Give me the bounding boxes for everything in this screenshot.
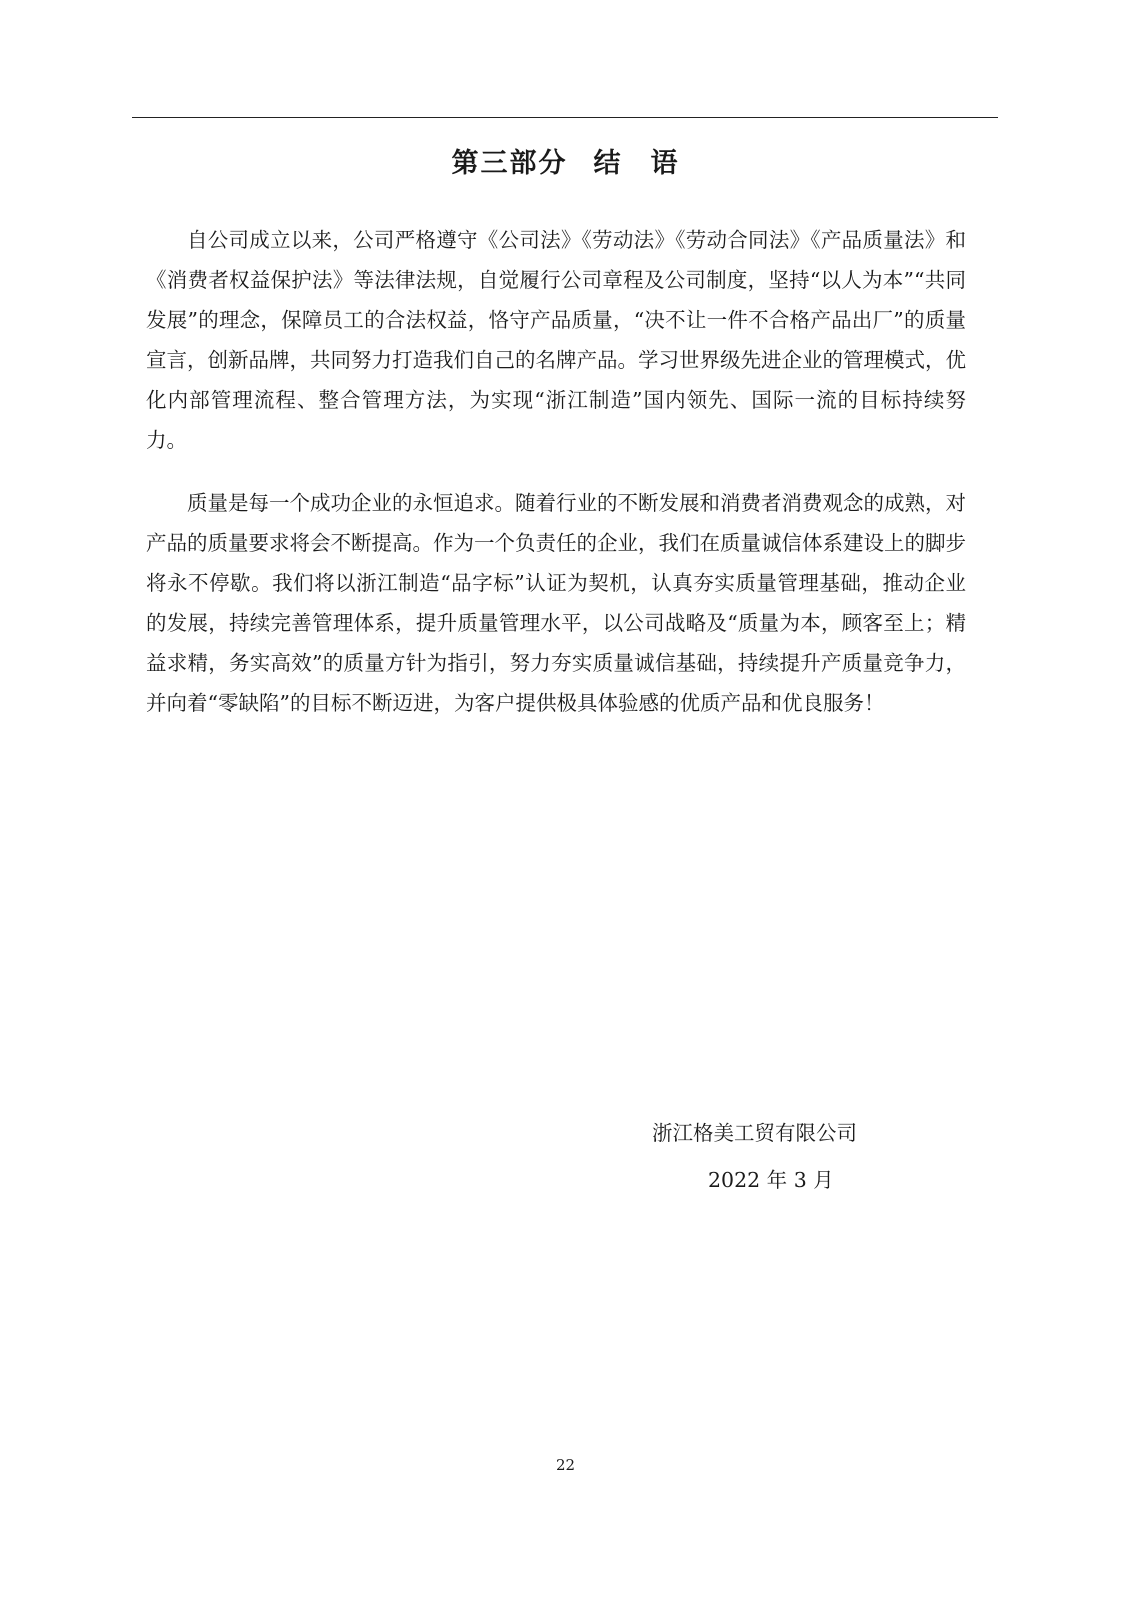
section-title-char2: 语 [650,148,680,179]
section-title [0,142,1131,186]
company-signature: 浙江格美工贸有限公司 [652,1121,857,1145]
body-paragraph-1: 自公司成立以来，公司严格遵守《公司法》《劳动法》《劳动合同法》《产品质量法》和《消费者权益保护法》等法律法规，自觉履行公司章程及公司制度，坚持“以人为本”“共同发展”的理念，保障员工的合法权益，恪守产品质量，“决不让一件不合格产品出厂”的质量宣言，创新品牌，共同努力打造我们自己的名牌产品。学习世界级先进企业的管理模式，优化内部管理流程、整合管理方法，为实现“浙江制造”国内领先、国际一流的目标持续努力。 [146,228,966,452]
section-title-main: 第三部分 [451,148,568,179]
header-rule [132,117,998,118]
page-number: 22 [555,1456,576,1474]
body-paragraph-2: 质量是每一个成功企业的永恒追求。随着行业的不断发展和消费者消费观念的成熟，对产品的质量要求将会不断提高。作为一个负责任的企业，我们在质量诚信体系建设上的脚步将永不停歇。我们将以浙江制造“品字标”认证为契机，认真夯实质量管理基础，推动企业的发展，持续完善管理体系，提升质量管理水平，以公司战略及“质量为本，顾客至上；精益求精，务实高效”的质量方针为指引，努力夯实质量诚信基础，持续提升产质量竞争力，并向着“零缺陷”的目标不断迈进，为客户提供极具体验感的优质产品和优良服务！ [146,491,966,715]
section-title-char1: 结 [593,148,623,179]
signature-date: 2022 年 3 月 [708,1168,834,1192]
